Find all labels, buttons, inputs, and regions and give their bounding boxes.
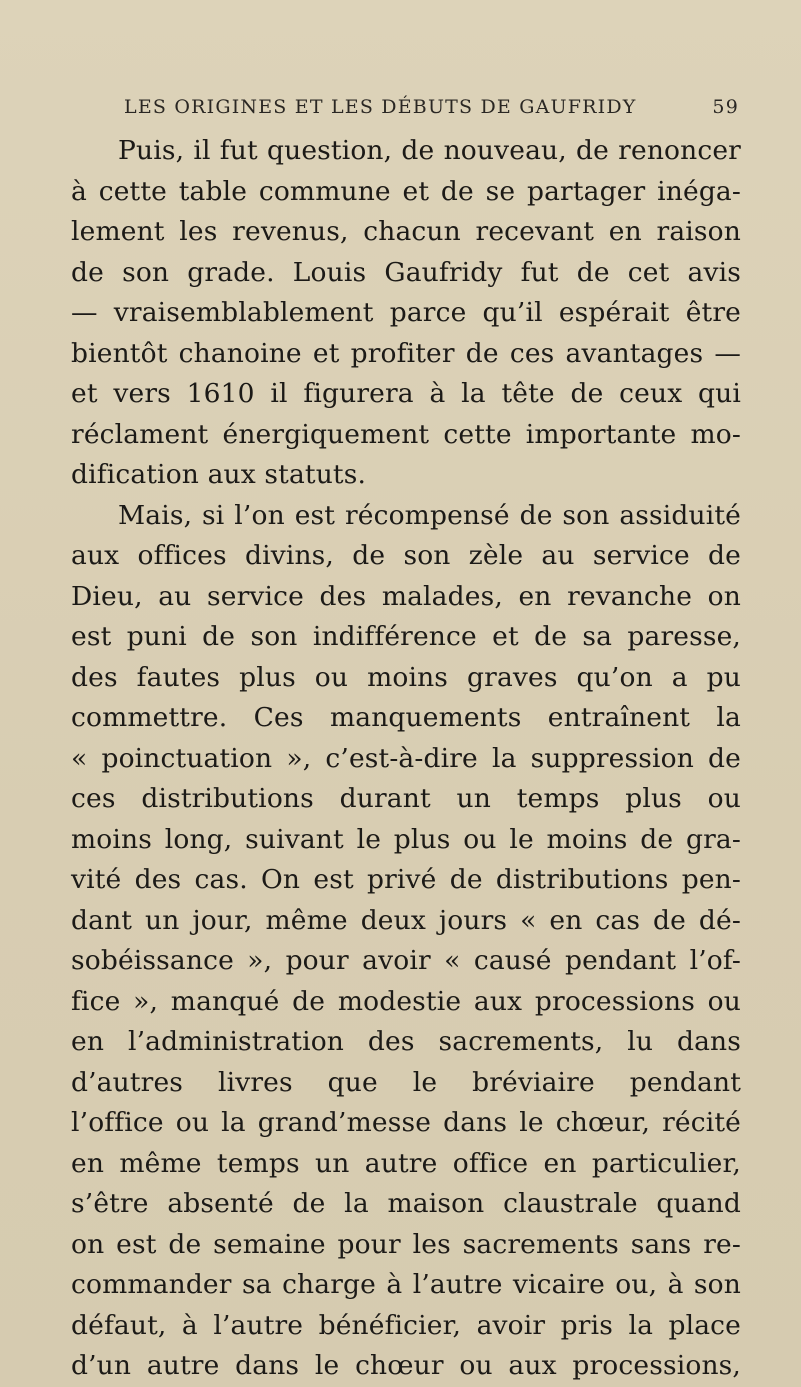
text-line: Mais, si l’on est récompensé de son assiduité <box>118 499 741 531</box>
text-line: ces distributions durant un temps plus ou <box>71 783 741 814</box>
text-line: d’autres livres que le bréviaire pendant <box>71 1066 741 1098</box>
text-line: l’office ou la grand’messe dans le chœur, récité <box>71 1107 741 1138</box>
text-line: à cette table commune et de se partager inéga- <box>71 175 741 207</box>
text-line: moins long, suivant le plus ou le moins de gra- <box>71 823 741 855</box>
text-line: « poinctuation », c’est-à-dire la suppression de <box>71 742 741 774</box>
text-line: commander sa charge à l’autre vicaire ou, à son <box>71 1269 741 1300</box>
text-line: lement les revenus, chacun recevant en raison <box>71 216 741 247</box>
page-number: 59 <box>712 96 739 118</box>
text-line: réclament énergiquement cette importante mo- <box>71 418 741 450</box>
text-line: commettre. Ces manquements entraînent la <box>71 702 741 733</box>
text-line: des fautes plus ou moins graves qu’on a pu <box>71 661 741 693</box>
text-line: est puni de son indifférence et de sa paresse, <box>71 621 741 652</box>
text-line: d’un autre dans le chœur ou aux processions, <box>71 1350 741 1381</box>
text-line: défaut, à l’autre bénéficier, avoir pris la place <box>71 1309 741 1341</box>
text-line: on est de semaine pour les sacrements sans re- <box>71 1228 741 1260</box>
text-line: Puis, il fut question, de nouveau, de renoncer <box>118 135 741 166</box>
running-header-title: LES ORIGINES ET LES DÉBUTS DE GAUFRIDY <box>124 96 637 118</box>
text-line: dification aux statuts. <box>71 459 367 490</box>
text-line: sobéissance », pour avoir « causé pendant l’of- <box>71 945 741 976</box>
text-line: — vraisemblablement parce qu’il espérait être <box>71 297 741 328</box>
text-line: et vers 1610 il figurera à la tête de ceux qui <box>71 378 741 409</box>
text-line: s’être absenté de la maison claustrale quand <box>71 1188 741 1219</box>
text-line: de son grade. Louis Gaufridy fut de cet avis <box>71 256 741 288</box>
text-line: fice », manqué de modestie aux processions ou <box>71 985 741 1017</box>
running-header <box>124 96 739 118</box>
body-text <box>71 131 741 1387</box>
text-line: bientôt chanoine et profiter de ces avantages — <box>71 337 741 369</box>
text-line: en même temps un autre office en particulier, <box>71 1147 741 1179</box>
text-line: vité des cas. On est privé de distributions pen- <box>71 864 741 895</box>
text-line: Dieu, au service des malades, en revanche on <box>71 580 741 612</box>
text-line: en l’administration des sacrements, lu dans <box>71 1026 741 1057</box>
text-line: dant un jour, même deux jours « en cas de dé- <box>71 904 741 936</box>
text-line: aux offices divins, de son zèle au service de <box>71 540 741 571</box>
